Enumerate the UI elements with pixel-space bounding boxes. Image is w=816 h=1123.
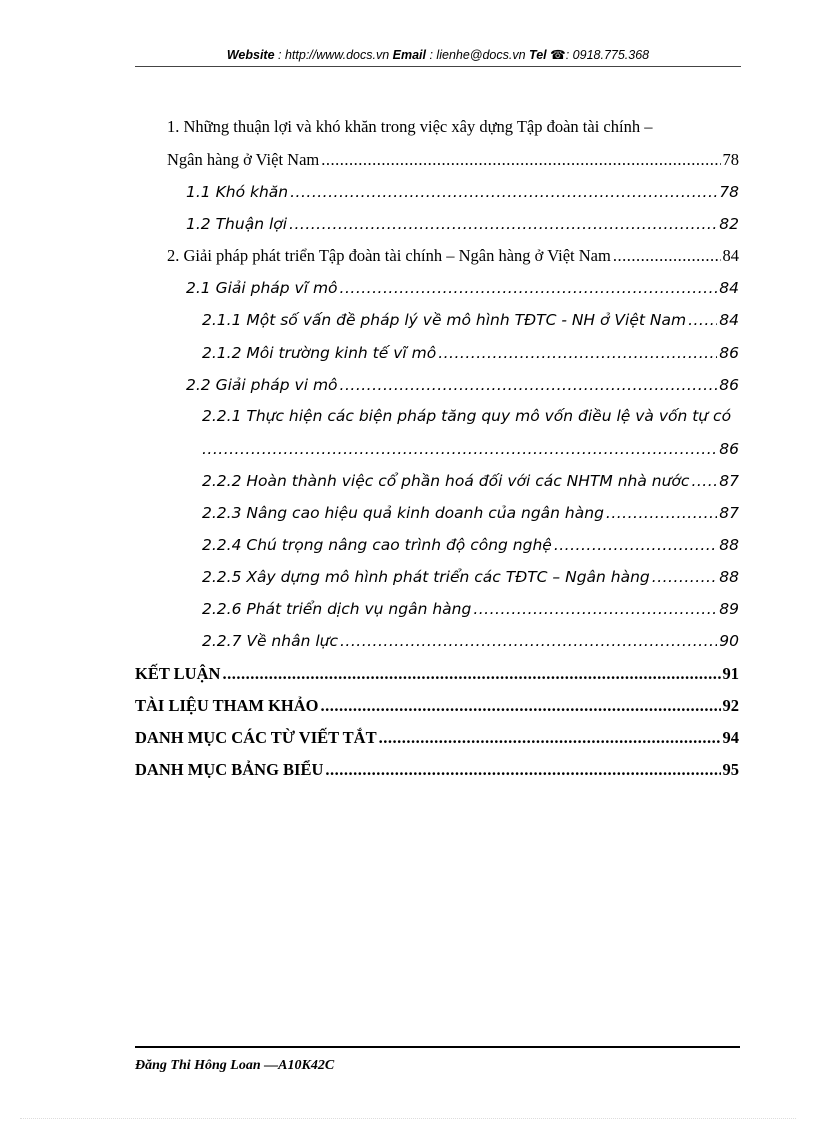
toc-entry-2-2-3[interactable] bbox=[202, 503, 739, 523]
leader-dots bbox=[321, 150, 720, 170]
tel-value: : 0918.775.368 bbox=[565, 48, 650, 62]
toc-entry-label: 2.2.7 Về nhân lực bbox=[202, 632, 338, 650]
footer-author: Đăng Thi Hông Loan —A10K42C bbox=[135, 1058, 335, 1073]
toc-entry-label: DANH MỤC CÁC TỪ VIẾT TẮT bbox=[135, 728, 377, 747]
toc-entry-label: 2.1.2 Môi trường kinh tế vĩ mô bbox=[202, 344, 437, 362]
toc-entry-label: 2.2.3 Nâng cao hiệu quả kinh doanh của ngân hàng bbox=[202, 504, 604, 522]
leader-dots bbox=[652, 567, 717, 587]
toc-page-number: 91 bbox=[722, 664, 739, 683]
website-label: Website bbox=[226, 48, 275, 62]
email-label: Email bbox=[392, 48, 427, 62]
toc-entry-2-2-4[interactable] bbox=[202, 535, 739, 555]
leader-dots bbox=[688, 310, 717, 330]
toc-entry-label: DANH MỤC BẢNG BIỂU bbox=[135, 760, 324, 779]
leader-dots bbox=[325, 760, 720, 780]
toc-entry-2-2-5[interactable] bbox=[202, 567, 739, 587]
leader-dots bbox=[222, 664, 720, 684]
toc-page-number: 86 bbox=[719, 440, 739, 458]
toc-page-number: 84 bbox=[719, 279, 739, 297]
toc-entry-2-2-7[interactable] bbox=[202, 631, 739, 651]
toc-entry-2-2[interactable] bbox=[186, 375, 739, 395]
leader-dots bbox=[438, 343, 717, 363]
toc-page-number: 78 bbox=[719, 183, 739, 201]
toc-entry-label: 2.2.5 Xây dựng mô hình phát triển các TĐTC – Ngân hàng bbox=[202, 568, 650, 586]
toc-entry-2-1[interactable] bbox=[186, 278, 739, 298]
toc-entry-label: 1.1 Khó khăn bbox=[186, 183, 289, 201]
leader-dots bbox=[606, 503, 717, 523]
toc-tai-lieu-tham-khao[interactable] bbox=[135, 696, 739, 716]
page-bottom-border bbox=[20, 1118, 796, 1119]
email-value[interactable]: : lienhe@docs.vn bbox=[426, 48, 530, 62]
toc-entry-label: 2.1.1 Một số vấn đề pháp lý về mô hình TĐTC - NH ở Việt Nam bbox=[202, 311, 687, 329]
footer-divider bbox=[135, 1046, 740, 1048]
toc-page-number: 89 bbox=[719, 600, 739, 618]
toc-page-number: 84 bbox=[722, 246, 739, 265]
leader-dots bbox=[289, 214, 717, 234]
leader-dots bbox=[340, 631, 717, 651]
toc-entry-label: 2.2.6 Phát triển dịch vụ ngân hàng bbox=[202, 600, 472, 618]
toc-entry-label: 2.2.2 Hoàn thành việc cổ phần hoá đối với các NHTM nhà nước bbox=[202, 472, 690, 490]
toc-page-number: 88 bbox=[719, 568, 739, 586]
toc-entry-label: 2.2 Giải pháp vi mô bbox=[186, 376, 338, 394]
toc-entry-label: 2.1 Giải pháp vĩ mô bbox=[186, 279, 338, 297]
leader-dots bbox=[613, 246, 721, 266]
leader-dots bbox=[290, 182, 717, 202]
tel-label: Tel bbox=[529, 48, 547, 62]
toc-entry-2-1-2[interactable] bbox=[202, 343, 739, 363]
toc-page-number: 84 bbox=[719, 311, 739, 329]
toc-entry-label: 2.2.4 Chú trọng nâng cao trình độ công nghệ bbox=[202, 536, 552, 554]
leader-dots bbox=[321, 696, 721, 716]
phone-icon: ☎ bbox=[550, 48, 566, 62]
leader-dots bbox=[691, 471, 717, 491]
toc-page-number: 92 bbox=[722, 696, 739, 715]
leader-dots bbox=[340, 278, 718, 298]
toc-entry-label: 1.2 Thuận lợi bbox=[186, 215, 288, 233]
website-value[interactable]: : http://www.docs.vn bbox=[274, 48, 393, 62]
toc-page-number: 82 bbox=[719, 215, 739, 233]
toc-page-number: 86 bbox=[719, 376, 739, 394]
toc-entry-2-2-1[interactable] bbox=[202, 439, 739, 459]
toc-danh-muc-tu-viet-tat[interactable] bbox=[135, 728, 739, 748]
toc-entry-1[interactable] bbox=[167, 150, 739, 170]
toc-page-number: 90 bbox=[719, 632, 739, 650]
leader-dots bbox=[473, 599, 717, 619]
toc-entry-label: Ngân hàng ở Việt Nam bbox=[167, 150, 320, 169]
toc-entry-2-2-6[interactable] bbox=[202, 599, 739, 619]
toc-page-number: 87 bbox=[719, 472, 739, 490]
toc-entry-2[interactable] bbox=[167, 246, 739, 266]
toc-entry-2-2-1-line-1[interactable]: 2.2.1 Thực hiện các biện pháp tăng quy mô vốn điều lệ và vốn tự có bbox=[202, 407, 732, 425]
toc-page-number: 86 bbox=[719, 344, 739, 362]
toc-entry-label: KẾT LUẬN bbox=[135, 664, 221, 683]
leader-dots bbox=[379, 728, 721, 748]
toc-entry-1-1[interactable] bbox=[186, 182, 739, 202]
toc-danh-muc-bang-bieu[interactable] bbox=[135, 760, 739, 780]
toc-entry-label: TÀI LIỆU THAM KHẢO bbox=[135, 696, 319, 715]
toc-ket-luan[interactable] bbox=[135, 664, 739, 684]
toc-page-number: 95 bbox=[722, 760, 739, 779]
leader-dots bbox=[340, 375, 718, 395]
toc-entry-1-line-1[interactable]: 1. Những thuận lợi và khó khăn trong việc xây dựng Tập đoàn tài chính – bbox=[167, 117, 653, 136]
toc-page-number: 78 bbox=[722, 150, 739, 169]
toc-entry-label: 2. Giải pháp phát triển Tập đoàn tài chính – Ngân hàng ở Việt Nam bbox=[167, 246, 611, 265]
toc-entry-2-2-2[interactable] bbox=[202, 471, 739, 491]
toc-entry-1-2[interactable] bbox=[186, 214, 739, 234]
leader-dots bbox=[554, 535, 717, 555]
toc-page-number: 94 bbox=[722, 728, 739, 747]
toc-entry-2-1-1[interactable] bbox=[202, 310, 739, 330]
toc-page-number: 88 bbox=[719, 536, 739, 554]
leader-dots bbox=[202, 439, 717, 459]
toc-page-number: 87 bbox=[719, 504, 739, 522]
